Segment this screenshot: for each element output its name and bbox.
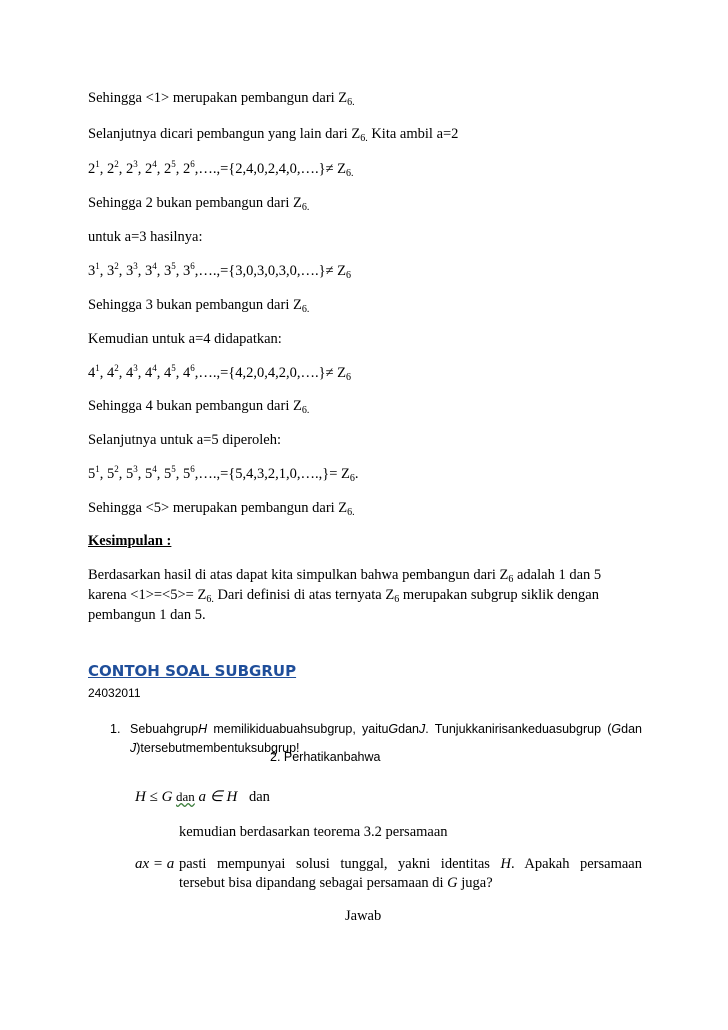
base: 5 xyxy=(88,466,96,482)
line-text: Selanjutnya dicari pembangun yang lain dari Z xyxy=(88,126,361,142)
paragraph-line xyxy=(179,855,642,874)
line-text: Sehingga 2 bukan pembangun dari Z xyxy=(88,195,302,211)
line-text: Kemudian untuk a=4 didapatkan: xyxy=(88,331,282,347)
text-line xyxy=(88,499,355,517)
base: 5 xyxy=(145,466,153,482)
exponent: 4 xyxy=(152,363,157,373)
base: 3 xyxy=(164,263,172,279)
base: 4 xyxy=(107,365,115,381)
powers-line: $3^1$, $3^2$, $3^3$, $3^4$, $3^5$, $3^6,\dots.,=\{3,0,3,0,3,0,\dots.\}\ne Z_6$ xyxy=(88,261,352,281)
base: 4 xyxy=(145,365,153,381)
formula-element: a ∈ H xyxy=(198,789,238,805)
base: 3 xyxy=(126,263,134,279)
powers-line: $5^1$, $5^2$, $5^3$, $5^4$, $5^5$, $5^6,\dots.,=\{5,4,3,2,1,0,\dots.,\}= Z_6$. xyxy=(88,464,359,484)
formula-dan: dan xyxy=(176,789,195,804)
exponent: 1 xyxy=(95,159,100,169)
line-text: Sehingga 4 bukan pembangun dari Z xyxy=(88,398,302,414)
exponent: 6 xyxy=(190,261,195,271)
text-line xyxy=(88,125,458,143)
subscript: 6. xyxy=(301,405,310,416)
base: 2 xyxy=(183,161,191,177)
exponent: 5 xyxy=(171,159,176,169)
base: 2 xyxy=(145,161,153,177)
formula-subgroup: H ≤ G xyxy=(135,789,173,805)
exponent: 2 xyxy=(114,464,119,474)
base: 4 xyxy=(126,365,134,381)
paragraph-text: juga? xyxy=(457,875,493,891)
exponent: 6 xyxy=(190,363,195,373)
list-item-text xyxy=(130,739,642,758)
text-line xyxy=(88,89,355,107)
exponent: 5 xyxy=(171,363,176,373)
math-var: J xyxy=(419,722,426,736)
math-var: H xyxy=(500,856,511,872)
exponent: 6 xyxy=(190,159,195,169)
line-text: untuk a=3 hasilnya: xyxy=(88,229,203,245)
item-text: dan xyxy=(398,722,420,736)
paragraph-line xyxy=(88,565,633,585)
base: 5 xyxy=(107,466,115,482)
subscript: 6. xyxy=(301,202,310,213)
exponent: 1 xyxy=(95,363,100,373)
base: 5 xyxy=(183,466,191,482)
subscript: 6. xyxy=(347,97,355,108)
item-text: dan xyxy=(621,722,642,736)
line-text: Kita ambil a=2 xyxy=(367,126,459,142)
item-text: . Tunjukkanirisankeduasubgrup ( xyxy=(425,722,612,736)
conclusion-heading: Kesimpulan : xyxy=(88,533,172,549)
subscript: 6 xyxy=(346,372,352,383)
formula-line xyxy=(135,788,270,806)
formula-line xyxy=(135,855,174,873)
line-text: dan xyxy=(248,789,270,805)
base: 4 xyxy=(88,365,96,381)
exponent: 4 xyxy=(152,261,157,271)
subscript: 6 xyxy=(346,270,352,281)
subscript: 6. xyxy=(346,168,354,179)
text-line xyxy=(88,431,281,449)
paragraph-line: pembangun 1 dan 5. xyxy=(88,607,206,623)
paragraph-text: Berdasarkan hasil di atas dapat kita simpulkan bahwa pembangun dari Z xyxy=(88,567,509,583)
base: 2 xyxy=(88,161,96,177)
paragraph-text: pasti mempunyai solusi tunggal, yakni identitas xyxy=(179,856,490,872)
exponent: 5 xyxy=(171,261,176,271)
line-text: Sehingga 3 bukan pembangun dari Z xyxy=(88,297,302,313)
exponent: 4 xyxy=(152,159,157,169)
line-text: . xyxy=(354,466,359,482)
powers-line: $4^1$, $4^2$, $4^3$, $4^4$, $4^5$, $4^6,\dots.,=\{4,2,0,4,2,0,\dots.\}\ne Z_6$ xyxy=(88,363,352,383)
exponent: 4 xyxy=(152,464,157,474)
line-text: ,….,={4,2,0,4,2,0,….}≠ Z xyxy=(194,365,347,381)
base: 2 xyxy=(126,161,134,177)
exponent: 3 xyxy=(133,261,138,271)
exponent: 1 xyxy=(95,261,100,271)
paragraph-line xyxy=(88,585,633,605)
paragraph-text: merupakan subgrup siklik dengan xyxy=(399,587,599,603)
subscript: 6 xyxy=(349,473,355,484)
text-line xyxy=(88,397,309,415)
list-item-text xyxy=(130,720,642,739)
exponent: 1 xyxy=(95,464,100,474)
text-line xyxy=(88,194,309,212)
paragraph-text: tersebut bisa dipandang sebagai persamaan di xyxy=(179,875,444,891)
base: 4 xyxy=(183,365,191,381)
math-var: G xyxy=(388,722,399,736)
text-line: kemudian berdasarkan teorema 3.2 persamaan xyxy=(179,824,448,840)
base: 5 xyxy=(164,466,172,482)
math-var: J xyxy=(130,741,137,755)
base: 3 xyxy=(88,263,96,279)
item-text: memilikiduabuahsubgrup, yaitu xyxy=(207,722,389,736)
answer-label: Jawab xyxy=(345,908,382,924)
math-var: G xyxy=(611,722,622,736)
exponent: 2 xyxy=(114,159,119,169)
line-text: Sehingga <5> merupakan pembangun dari Z xyxy=(88,500,348,516)
base: 5 xyxy=(126,466,134,482)
item-text: Sebuahgrup xyxy=(130,722,199,736)
base: 2 xyxy=(107,161,115,177)
base: 3 xyxy=(145,263,153,279)
base: 3 xyxy=(183,263,191,279)
exponent: 5 xyxy=(171,464,176,474)
text-line xyxy=(88,330,282,348)
line-text: ,….,={5,4,3,2,1,0,….,}= Z xyxy=(194,466,350,482)
exponent: 3 xyxy=(133,363,138,373)
paragraph-text: . Apakah persamaan xyxy=(510,856,642,872)
item-text: )tersebutmembentuksubgrup! xyxy=(136,741,300,755)
exponent: 6 xyxy=(190,464,195,474)
subscript: 6. xyxy=(360,133,368,144)
text-line xyxy=(88,228,203,246)
question-paragraph xyxy=(179,855,642,893)
paragraph-text: Dari definisi di atas ternyata Z xyxy=(213,587,395,603)
base: 4 xyxy=(164,365,172,381)
text-line xyxy=(88,296,309,314)
conclusion-paragraph xyxy=(88,565,633,625)
exponent: 3 xyxy=(133,159,138,169)
subscript: 6. xyxy=(347,507,355,518)
base: 2 xyxy=(164,161,172,177)
list-item-2: 2. Perhatikanbahwa xyxy=(270,750,381,764)
paragraph-text: adalah 1 dan 5 xyxy=(513,567,602,583)
line-text: ,….,={2,4,0,2,4,0,….}≠ Z xyxy=(194,161,347,177)
paragraph-line xyxy=(179,874,642,893)
exponent: 2 xyxy=(114,261,119,271)
powers-line: $2^1$, $2^2$, $2^3$, $2^4$, $2^5$, $2^6,\dots.,=\{2,4,0,2,4,0,\dots.\}\ne Z_{6.}$ xyxy=(88,159,354,179)
line-text: Sehingga <1> merupakan pembangun dari Z xyxy=(88,90,348,106)
exponent: 3 xyxy=(133,464,138,474)
line-text: ,….,={3,0,3,0,3,0,….}≠ Z xyxy=(194,263,347,279)
line-text: Selanjutnya untuk a=5 diperoleh: xyxy=(88,432,282,448)
math-var: H xyxy=(198,722,208,736)
math-var: G xyxy=(447,875,458,891)
subscript: 6. xyxy=(206,594,214,605)
list-number: 1. xyxy=(110,722,121,736)
subscript: 6. xyxy=(301,304,310,315)
subscript: 6 xyxy=(394,594,400,605)
base: 3 xyxy=(107,263,115,279)
paragraph-text: karena <1>=<5>= Z xyxy=(88,587,207,603)
date-text: 24032011 xyxy=(88,686,141,700)
subscript: 6 xyxy=(508,574,514,585)
formula-equation: ax = a xyxy=(135,856,175,872)
exponent: 2 xyxy=(114,363,119,373)
section-title: CONTOH SOAL SUBGRUP xyxy=(88,662,297,680)
